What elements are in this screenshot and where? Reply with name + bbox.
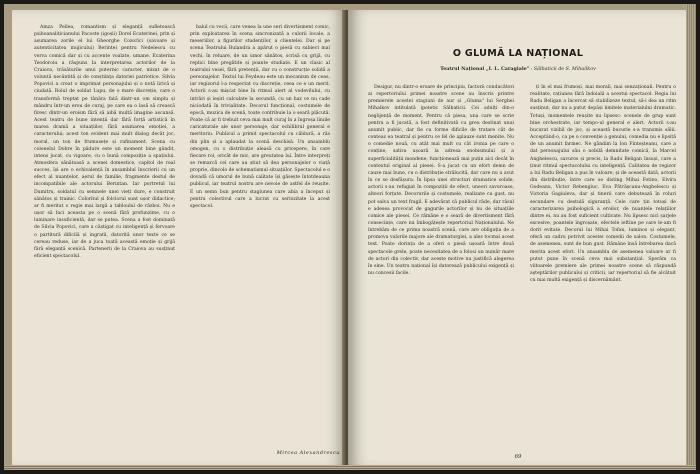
article-subtitle <box>348 66 688 72</box>
right-page <box>348 10 688 468</box>
author-signature: Mircea Alexandrescu <box>276 450 340 456</box>
subtitle-theatre: Teatrul Național „I. L. Caragiale" <box>440 66 530 72</box>
page-edges-bottom <box>4 465 696 470</box>
right-page-column-2: ți în el mai frumoși, mai morali, mai senzaționali. Pentru o realitate, rațiunea fără îndoială a acestui spectacol. Regia lui Radu Beligan a încercat să stabilizeze textul, să-i dea un ritm susținut, dar nu a putut depăși limitele materialului dramatic. Totuși, momentele reușite nu lipsesc: scenele de grup sunt bine orchestrate, iar tempo-ul general e alert. Actorii s-au bucurat vizibil de joc, și această bucurie s-a transmis sălii. Acceptând-o, ca pe o convenție a genului, comedia nu e lipsită de un anumit farmec. Ne gândim la Ion Finteșteanu, care a dat personajului său o nobilă demnitate comică, la Marcel Anghelescu, savuros și precis, la Radu Beligan însuși, care a ținut ritmul spectacolului cu inteligență. Calitatea de regizor a lui Radu Beligan a pus în valoare, și de această dată, actorii din distribuție, între care se disting Mihai Fotino, Elvira Godeanu, Victor Rebengiuc, Eva Pătrășcanu-Anghelescu și Victoria Gagiuleva, dar și tinerii care debutează în roluri secundare cu destulă siguranță. Cele care țin totuși de caracterizarea psihologică a eroilor, de nuanțele relațiilor dintre ei, nu au fost suficient cultivate. Nu lipsesc nici șarjele excesive, poantele îngroșate, efectele ieftine pe care le-am fi dorit evitate. Decorul lui Mihai Tofan, luminos și elegant, oferă un cadru potrivit acestei comedii de salon. Costumele, de asemenea, sunt de bun gust. Rămâne însă întrebarea dacă merita acest efort. Un ansamblu de asemenea valoare ar fi putut pune în scenă ceva mai substanțial. Sperăm ca viitoarele premiere ale primei noastre scene să răspundă așteptărilor publicului și criticii, iar repertoriul să fie alcătuit cu mai multă exigență și discernământ. <box>530 85 676 284</box>
left-page-column-2: balul cu vecii, care venea la une seri divertisment comic, prin exploatarea în scena sincronizată a culorii locale, a meseriilor, a figurilor studenților, a clientelei. Dar și pe scena Teatrului Bulandra a apărut o piesă cu subiect mai vechi, în reluare, de un umor sănătos, scrisă cu grijă, cu replici bine pregătite și poante studiate. E un clasic al teatrului vesel, fără pretenții, dar cu o construcție solidă a personajelor. Textul lui Feydeau este un mecanism de ceas, iar regizorul l-a respectat cu discreție, ceea ce e un merit. Actorii s-au mișcat bine în ritmul alert al vodevilului, cu intrări și ieșiri calculate la secundă, cu un haz ce nu cade niciodată în trivialitate. Decorul funcțional, costumele de epocă, muzica de scenă, toate contribuie la o seară plăcută. Poate că ar fi trebuit ceva mai mult curaj în a îngroșa liniile caricaturale ale unor personaje, dar echilibrul general e meritoriu. Publicul a primit spectacolul cu căldură, a râs din plin și a aplaudat la scenă deschisă. Un ansamblu omogen, cu o distribuție aleasă cu pricepere, în care fiecare rol, oricât de mic, are greutatea lui. Între interpreți se remarcă cei care au știut să dea personajelor o viață proprie, dincolo de schematismul situațiilor. Spectacolul e o dovadă că umorul de bună calitate își găsește întotdeauna publicul, iar teatrul nostru are nevoie de astfel de reușite. E un semn bun pentru stagiunea care abia a început și pentru colectivul care a lucrat cu seriozitate la acest spectacol. <box>190 25 330 209</box>
right-page-column-1: Desigur, nu dintr-o eroare de principiu, factorii conducători ai repertoriului primei noastre scene au înscris printre premierele acestei stagiuni de aur și „Gluma" lui Serghei Mihalkov intitulată ipotetic Sălbaticii. Cei adulți din-o neglijență de moment. Pentru că piesa, una care se scrie pentru a fi jucată, a fost definitivată cu greu destinat unui anumit public, dar fie cu forme dificile de tratare cât de conteaz ea teatral și pentru ce fel de aplauze sunt menite. Nu o comedie nouă, cu atât mai mult cu cât ironia pe care o conține, satira ușoară la adresa snobismului și a superficialității mondene, funcționează mai puțin aici decât în contextul original al piesei. S-a jucat cu un efort demn de cauze mai bune, cu o distribuție strălucită, dar care nu a avut în ce se desfășura. În lipsa unei structuri dramatice solide, actorii s-au refugiat în compoziții de efect, uneori savuroase, alteori forțate. Decorurile și costumele, realizate cu gust, nu pot salva un text fragil. E adevărat că publicul râde, dar râsul e adesea provocat de gagurile actorilor și nu de situațiile comice ale piesei. Ce rămâne e o seară de divertisment fără consecințe, care nu îmbogățește repertoriul Naționalului. Ne întrebăm de ce prima noastră scenă, care are obligația de a promova valorile majore ale dramaturgiei, a ales tocmai acest text. Poate dorința de a oferi o piesă ușoară între două spectacole grele, poate necesitatea de a folosi un număr mare de actori din colectiv, dar aceste motive nu justifică alegerea în sine. Un teatru național își datorează publicului exigență și nu concesii facile. <box>368 85 514 277</box>
page-number: 69 <box>514 454 522 460</box>
page-edges-right <box>686 4 696 470</box>
left-page <box>12 10 346 468</box>
open-book <box>4 4 696 470</box>
subtitle-play: : Sâlbaticii de S. Mihailkov <box>529 67 596 72</box>
left-page-column-1: Amza Pellea, romantism și eleganță sufletească psihoanaliticianului Pacoste (igoșii) Dorel Ecaterinei, prin și asumarea zorile el lui Gheorghe Cozorici (savoare și autenticitatea mujicului) Berintei pentru Nedelescu cu verva comică dar și cu accente voalate, umane. Ecaterina Teodoroiu a răspuns la interpretarea actorilor de la Craiova, trăsăturile unui puternic caracter, mizat de o voluntă necântită și de conștiința datoriei patriotice. Silvia Popovici a creat o imprimat personajului și o notă lirică și ciudată. Rolul de soldat Lupu, de o mare discreție, care o transformă treptat pe tânăra fată dintr-un om simplu și mândru într-un erou de curaj, pe care ea o lasă să crească firesc dintr-un eroism fără să aibă multă imagine ascunsă. Acest teatru de bune intenții dar fără forță artistică în marea dramă a situațiilor, fără asumarea emoției, a caracterului; acest ton evident mai mult dialog decât joc, moral, un ton de frumusețe și rafinament. Scena cu colonelul Dobre în pădure este un moment bine gândit, intens jucat, cu vigoare, cu o bună compoziție a spațiului. Atmosfera sănătoasă a scenei domestice, capitol de real succes, își are o echivalență în ansamblul înscrierii cu un efect al nuanțelor, aerul de familie, fragmente destul de incompatibile ale actorului Berintan. Iar portretul lui Dumitru, soldatul cu semnele unei vieți dure, e construit sănătos și trainic. Coloritul și folclorul sunt ușor didactice; ar fi meritat o regie mai largă a tabloului de război. Nu e ușor să faci aceasta pe o scenă fără profunzime, cu o luminare insuficientă, dar se putea. Scena a fost dominată de Silvia Popovici, care a câștigat cu inteligență și fervoare o partitură dificilă și ingrată, datorită unor texte ce se cereau reduse, iar de a juca toată această emoție și grijă fără eleganță scenică. Partenerii de la Craiova au susținut eficient spectacolul. <box>34 25 175 259</box>
article-title: O GLUMĂ LA NAȚIONAL <box>452 48 584 59</box>
